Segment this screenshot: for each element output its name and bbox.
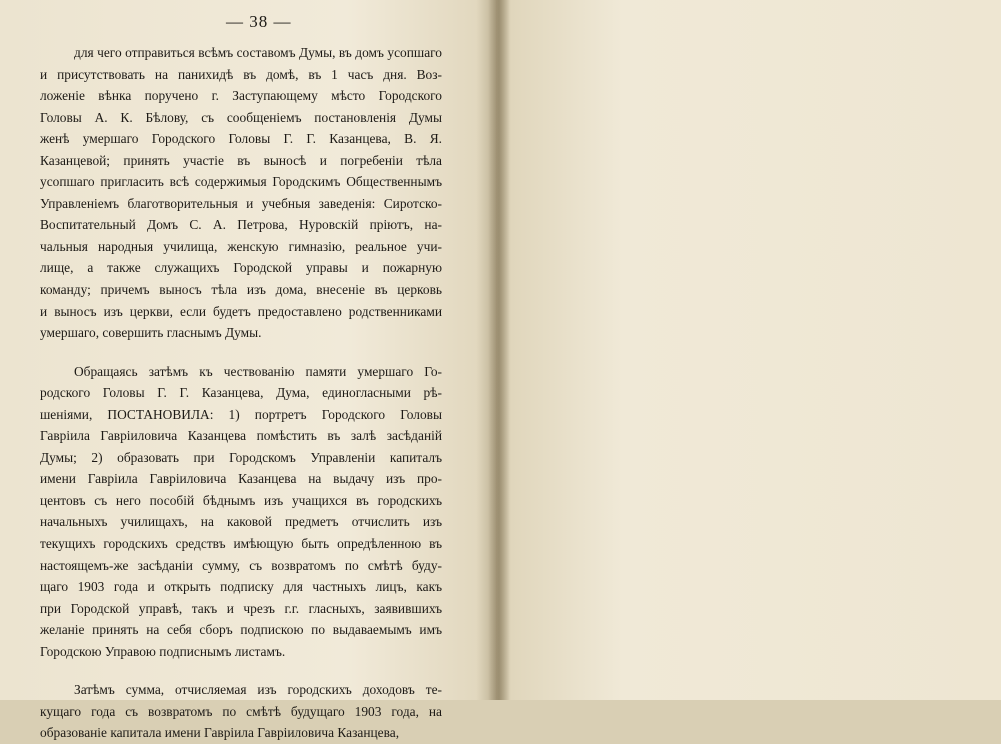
text-line: Казанцевой; принять участіе въ выносѣ и погребеніи тѣла — [40, 152, 442, 168]
text-line: команду; причемъ выносъ тѣла изъ дома, внесеніе въ церковь — [40, 282, 442, 298]
text-line: усопшаго пригласить всѣ содержимыя Городскимъ Общественнымъ — [40, 174, 442, 190]
text-line: текущихъ городскихъ средствъ имѣющую быть опредѣленною въ — [40, 536, 442, 552]
text-line: чальныя народныя училища, женскую гимназію, реальное учи- — [40, 238, 442, 254]
text-line: Головы А. К. Бѣлову, съ сообщеніемъ постановленія Думы — [40, 109, 442, 125]
right-page — [496, 0, 1001, 700]
text-line: образованіе капитала имени Гавріила Гавріиловича Казанцева, — [40, 725, 400, 741]
book-gutter — [488, 0, 510, 700]
text-line: женѣ умершаго Городского Головы Г. Г. Казанцева, В. Я. — [40, 131, 442, 147]
text-line: шеніями, ПОСТАНОВИЛА: 1) портретъ Городского Головы — [40, 406, 442, 422]
text-line: имени Гавріила Гавріиловича Казанцева на выдачу изъ про- — [40, 471, 442, 487]
text-line: Управленіемъ благотворительныя и учебныя заведенія: Сиротско- — [40, 195, 442, 211]
text-line: и выносъ изъ церкви, если будетъ предоставлено родственниками — [40, 303, 442, 319]
text-line: Воспитательный Домъ С. А. Петрова, Нуровскій пріютъ, на- — [40, 217, 442, 233]
left-page — [0, 0, 496, 741]
text-line: Городскою Управою подписнымъ листамъ. — [40, 643, 286, 659]
text-line: настоящемъ-же засѣданіи сумму, съ возвратомъ по смѣтѣ буду- — [40, 557, 442, 573]
page-number-left: — 38 — — [226, 12, 292, 31]
text-line: центовъ съ него пособій бѣднымъ изъ учащихся въ городскихъ — [40, 492, 442, 508]
text-line: родского Головы Г. Г. Казанцева, Дума, единогласными рѣ- — [40, 385, 442, 401]
left-page-body — [40, 42, 442, 744]
text-line: Гавріила Гавріиловича Казанцева помѣстить въ залѣ засѣданій — [40, 428, 442, 444]
text-line: при Городской управѣ, такъ и чрезъ г.г. гласныхъ, заявившихъ — [40, 600, 442, 616]
text-line: и присутствовать на панихидѣ въ домѣ, въ 1 часъ дня. Воз- — [40, 66, 442, 82]
text-line: желаніе принять на себя сборъ подпискою по выдаваемымъ имъ — [40, 622, 442, 638]
paragraph-gap — [40, 344, 442, 361]
paragraph-gap — [40, 662, 442, 679]
text-line: Затѣмъ сумма, отчисляемая изъ городскихъ доходовъ те- — [74, 682, 442, 698]
text-line: лище, а также служащихъ Городской управы и пожарную — [40, 260, 442, 276]
text-line: для чего отправиться всѣмъ составомъ Думы, въ домъ усопшаго — [74, 45, 442, 60]
text-line: начальныхъ училищахъ, на каковой предметъ отчислить изъ — [40, 514, 442, 530]
text-line: кущаго года съ возвратомъ по смѣтѣ будущаго 1903 года, на — [40, 703, 442, 719]
text-line: Обращаясь затѣмъ къ чествованію памяти умершаго Го- — [74, 363, 442, 379]
text-line: щаго 1903 года и открыть подписку для частныхъ лицъ, какъ — [40, 579, 442, 595]
text-line: умершаго, совершить гласнымъ Думы. — [40, 325, 262, 341]
text-line: Думы; 2) образовать при Городскомъ Управленіи капиталъ — [40, 449, 442, 465]
text-line: ложеніе вѣнка поручено г. Заступающему мѣсто Городского — [40, 88, 442, 104]
